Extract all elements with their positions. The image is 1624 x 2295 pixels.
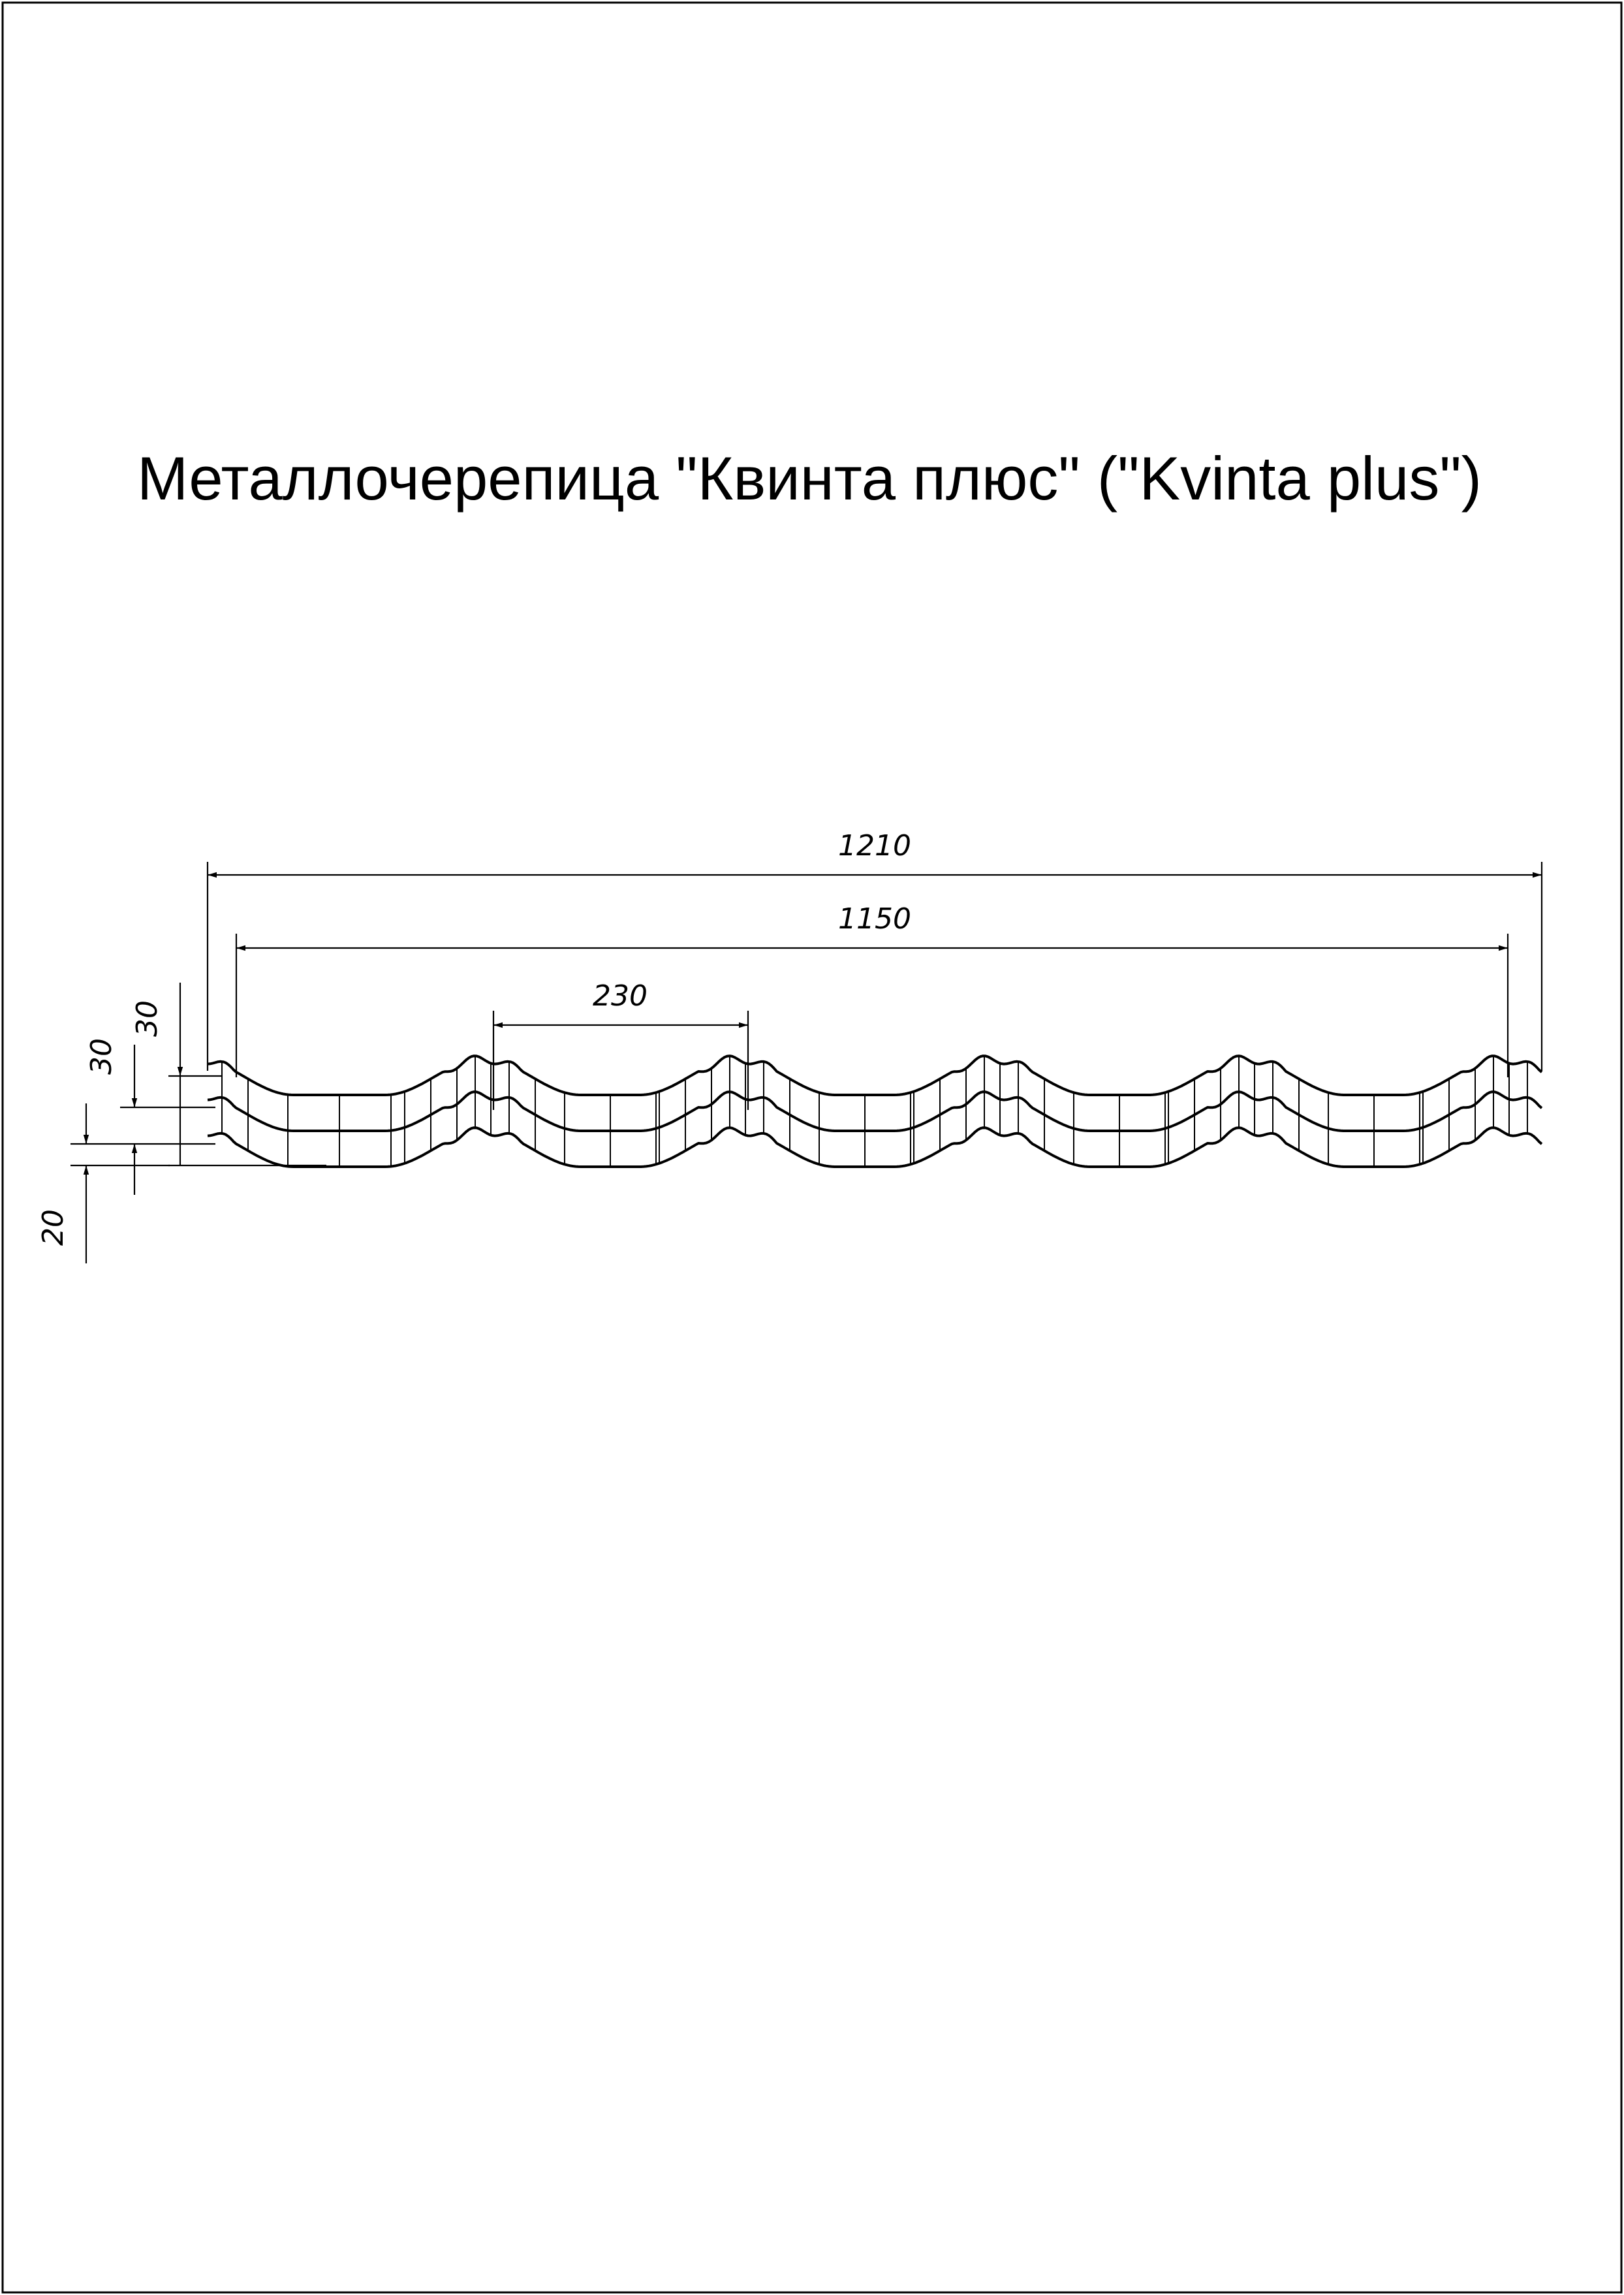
dimension-1210-label: 1210 [838, 829, 911, 863]
profile-bottom-line [208, 1128, 1542, 1167]
dimension-height-middle [85, 1038, 215, 1195]
dimension-overall-width [208, 829, 1542, 1071]
dimension-wave-step [493, 979, 748, 1110]
dimension-20-label: 20 [37, 1209, 70, 1246]
profile-segment-lines [222, 1056, 1527, 1167]
sheet-frame [3, 3, 1621, 2292]
profile-top-line [208, 1056, 1542, 1095]
dimension-height-lower [37, 1103, 215, 1263]
dimension-30-upper-label: 30 [131, 1000, 164, 1037]
tile-profile [208, 1056, 1542, 1167]
dimension-30-middle-label: 30 [85, 1038, 118, 1075]
dimension-230-label: 230 [593, 979, 648, 1013]
dimension-1150-label: 1150 [838, 902, 911, 936]
dimension-useful-width [236, 902, 1508, 1077]
drawing-title: Металлочерепица "Квинта плюс" ("Kvinta plus") [137, 444, 1482, 513]
profile-middle-line [208, 1092, 1542, 1131]
